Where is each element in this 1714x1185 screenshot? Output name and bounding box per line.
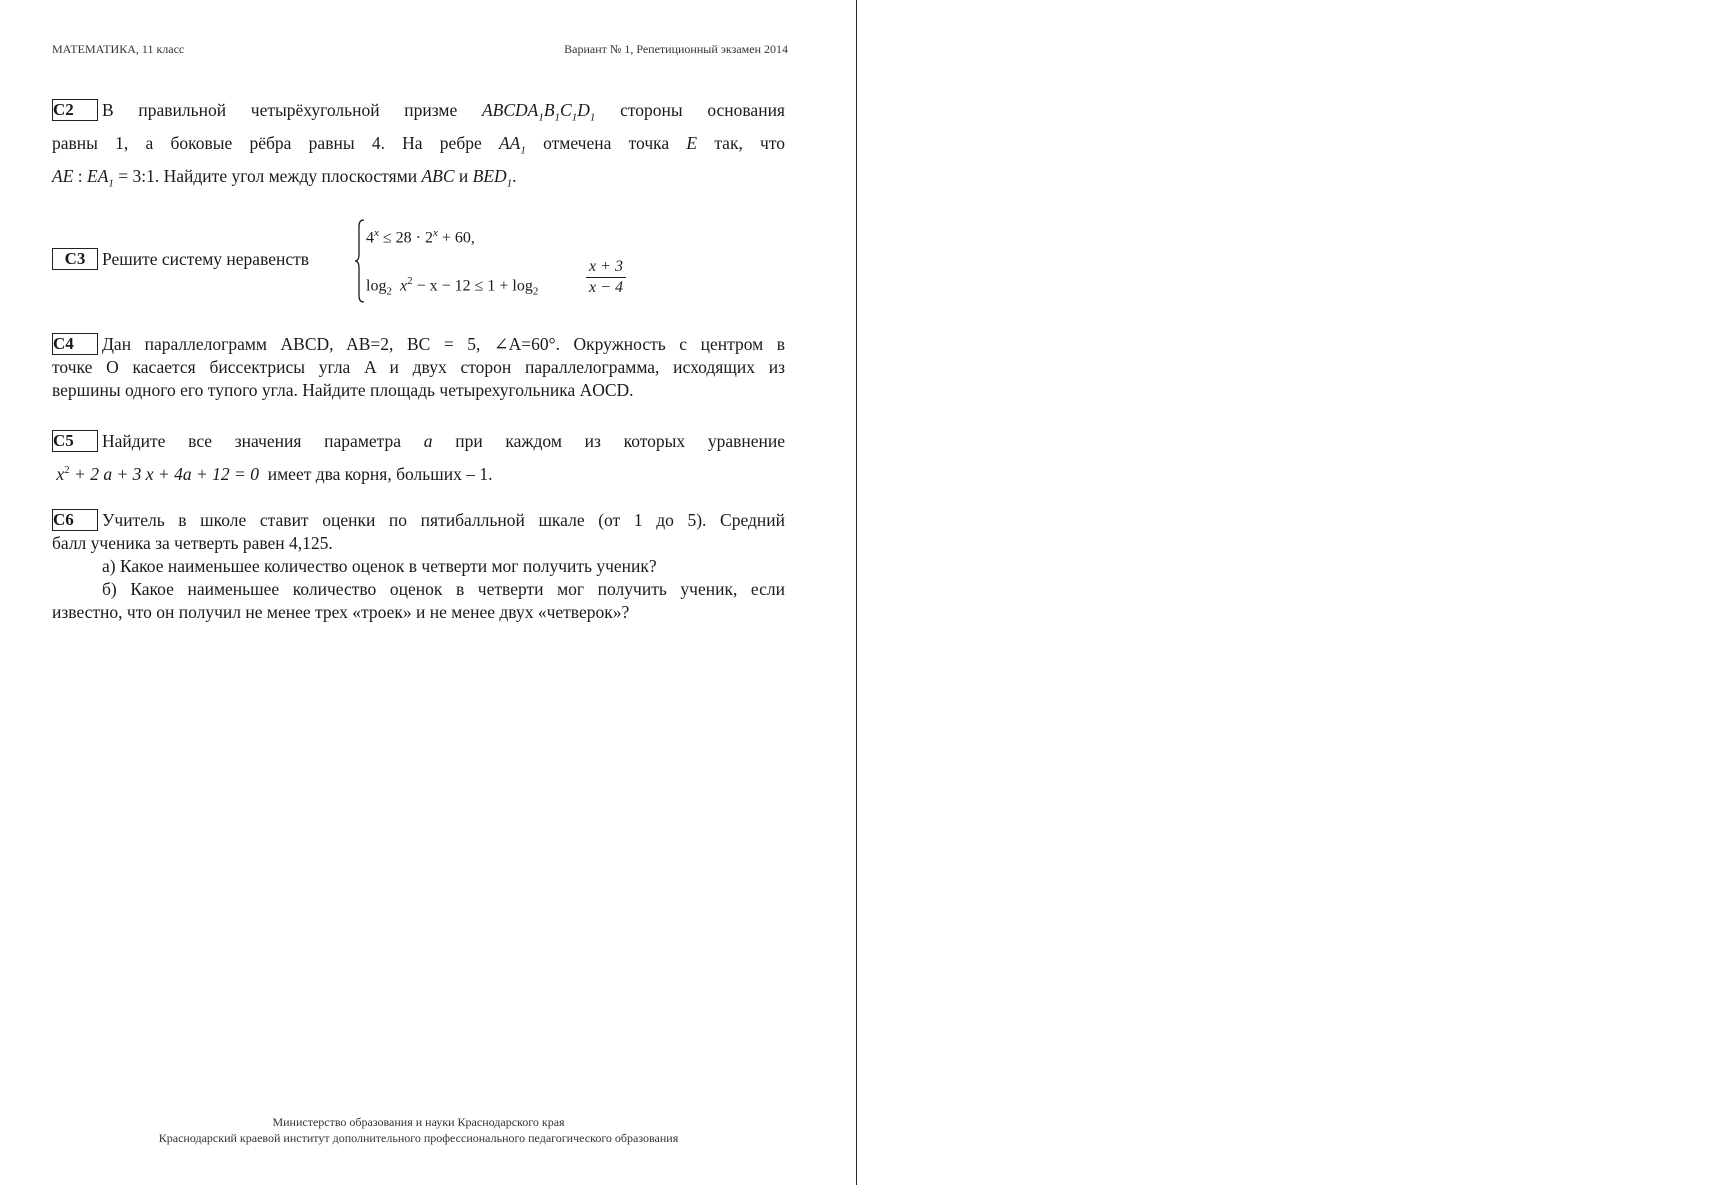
left-brace-icon bbox=[354, 218, 366, 304]
problem-c6-line2: балл ученика за четверть равен 4,125. bbox=[52, 533, 333, 553]
problem-c6-line1: С6 Учитель в школе ставит оценки по пятибалльной шкале (от 1 до 5). Средний bbox=[53, 510, 785, 530]
problem-c6 bbox=[52, 509, 785, 624]
problem-c5 bbox=[52, 428, 785, 485]
fraction-denominator: x − 4 bbox=[589, 279, 623, 297]
header-subject: МАТЕМАТИКА, 11 класс bbox=[52, 42, 185, 56]
footer bbox=[52, 1114, 785, 1146]
problem-label: С5 bbox=[52, 430, 98, 452]
plane-abc: ABC bbox=[421, 166, 455, 186]
problem-c2-line1: С2 В правильной четырёхугольной призме $ABCDA_1B_1C_1D_1$ стороны основания bbox=[53, 100, 785, 124]
problem-c2 bbox=[52, 94, 785, 193]
inequality-system bbox=[354, 218, 654, 304]
problem-c3 bbox=[52, 218, 785, 306]
footer-institute: Краснодарский краевой институт дополнительного профессионального педагогического образования bbox=[158, 1131, 679, 1145]
inequality-1: $4^x \le 28 \cdot 2^x + 60$, bbox=[366, 227, 475, 247]
fraction-numerator: x + 3 bbox=[589, 258, 623, 275]
problem-label: С4 bbox=[52, 333, 98, 355]
problem-label: С3 bbox=[52, 248, 98, 270]
point-name: E bbox=[686, 133, 698, 153]
problem-c5-line1: С5 Найдите все значения параметра a при каждом из которых уравнение bbox=[53, 431, 786, 451]
parameter-a: a bbox=[423, 431, 433, 451]
problem-c2-line3: AE : $EA_1$ = 3:1. Найдите угол между плоскостями ABC и $BED_1$. bbox=[52, 166, 517, 190]
problem-c6-part-a: а) Какое наименьшее количество оценок в четверти мог получить ученик? bbox=[102, 556, 657, 576]
right-page-blank bbox=[857, 0, 1714, 1185]
problem-c2-line2: равны 1, а боковые рёбра равны 4. На ребре $AA_1$ отмечена точка E так, что bbox=[52, 133, 786, 157]
left-page bbox=[0, 0, 856, 1185]
problem-label: С6 bbox=[52, 509, 98, 531]
problem-c4 bbox=[52, 333, 785, 402]
problem-label: С2 bbox=[52, 99, 98, 121]
header-variant: Вариант № 1, Репетиционный экзамен 2014 bbox=[564, 42, 788, 56]
prism-name: $ABCDA_1B_1C_1D_1$ bbox=[481, 100, 596, 124]
problem-c6-part-b: б) Какое наименьшее количество оценок в четверти мог получить ученик, если bbox=[102, 579, 785, 599]
problem-c3-text: С3 Решите систему неравенств bbox=[52, 248, 309, 271]
problem-c6-part-b-cont: известно, что он получил не менее трех «троек» и не менее двух «четверок»? bbox=[52, 602, 630, 622]
problem-c5-line2: $x^2 + 2$ a + 3 x + 4a + 12 = 0 имеет два корня, больших – 1. bbox=[56, 463, 493, 484]
footer-ministry: Министерство образования и науки Краснодарского края bbox=[272, 1115, 565, 1129]
fraction bbox=[584, 257, 628, 298]
inequality-2: $\log_2 x^2 - x - 12 \le 1 + \log_2$ bbox=[366, 275, 539, 298]
problem-c4-line2: точке O касается биссектрисы угла A и двух сторон параллелограмма, исходящих из bbox=[52, 357, 785, 377]
edge-name: $AA_1$ bbox=[498, 133, 526, 157]
problem-c4-line3: вершины одного его тупого угла. Найдите площадь четырехугольника AOCD. bbox=[52, 380, 634, 400]
plane-bed1: $BED_1$ bbox=[472, 166, 513, 190]
problem-c4-line1: С4 Дан параллелограмм ABCD, AB=2, BC = 5, ∠A=60°. Окружность с центром в bbox=[53, 334, 785, 354]
equation: + 2 a + 3 x + 4a + 12 = 0 bbox=[69, 463, 259, 484]
